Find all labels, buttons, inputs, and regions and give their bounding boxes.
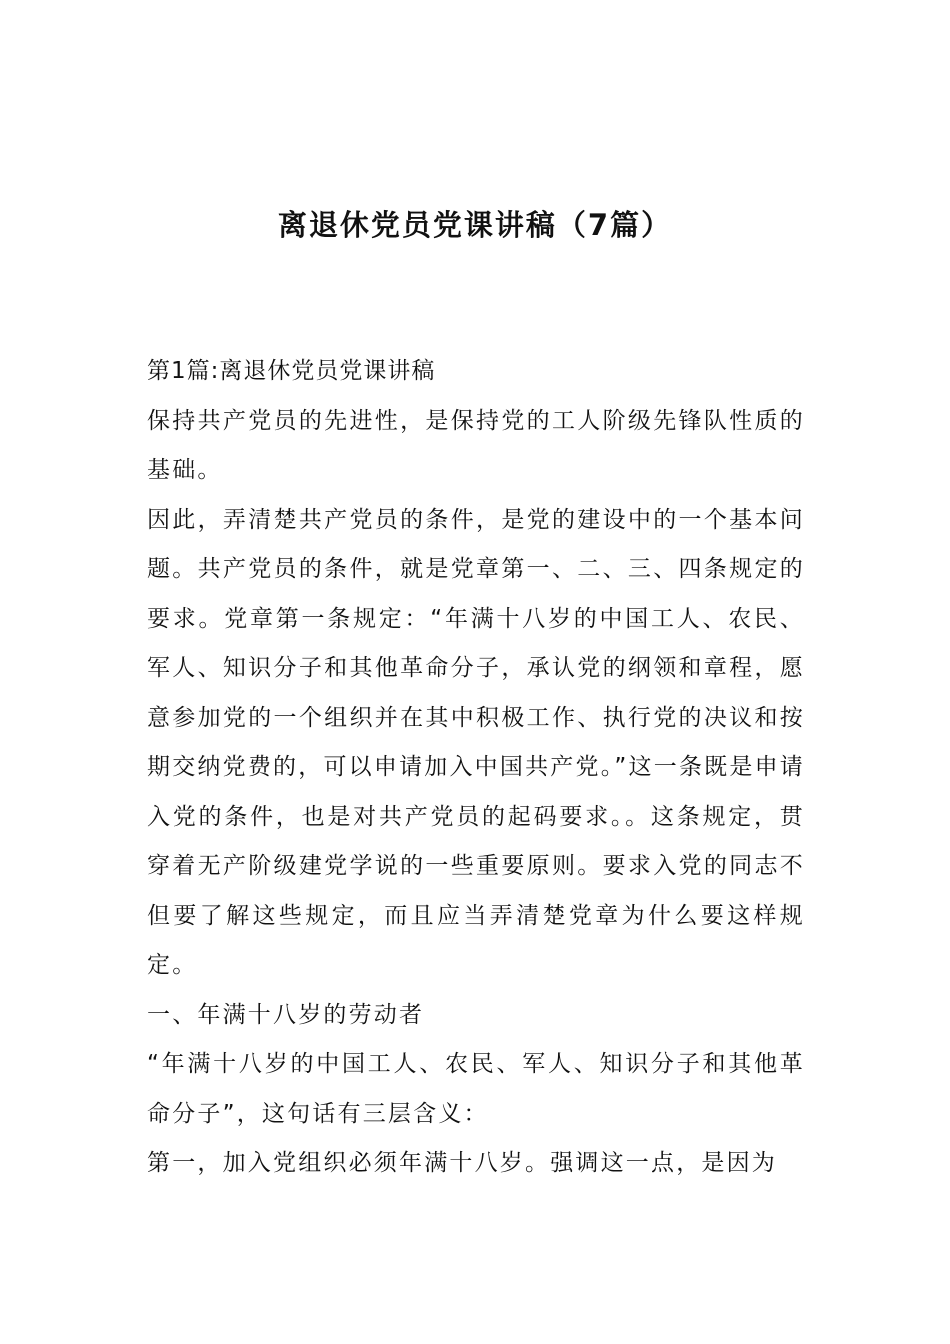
paragraph: 保持共产党员的先进性，是保持党的工人阶级先锋队性质的基础。 (147, 407, 805, 483)
paragraph: 第一，加入党组织必须年满十八岁。强调这一点，是因为 (147, 1150, 777, 1176)
document-body (147, 347, 805, 1189)
document-title: 离退休党员党课讲稿（7篇） (277, 208, 673, 242)
paragraph: 因此，弄清楚共产党员的条件，是党的建设中的一个基本问题。共产党员的条件，就是党章第一、二、三、四条规定的要求。党章第一条规定：“年满十八岁的中国工人、农民、军人、知识分子和其他革命分子，承认党的纲领和章程，愿意参加党的一个组织并在其中积极工作、执行党的决议和按期交纳党费的，可以申请加入中国共产党。”这一条既是申请入党的条件，也是对共产党员的起码要求。。这条规定，贯穿着无产阶级建党学说的一些重要原则。要求入党的同志不但要了解这些规定，而且应当弄清楚党章为什么要这样规定。 (147, 506, 805, 978)
paragraph: “年满十八岁的中国工人、农民、军人、知识分子和其他革命分子”，这句话有三层含义： (147, 1051, 805, 1127)
subheading: 一、年满十八岁的劳动者 (147, 1001, 425, 1028)
section-heading: 第1篇:离退休党员党课讲稿 (147, 358, 436, 384)
